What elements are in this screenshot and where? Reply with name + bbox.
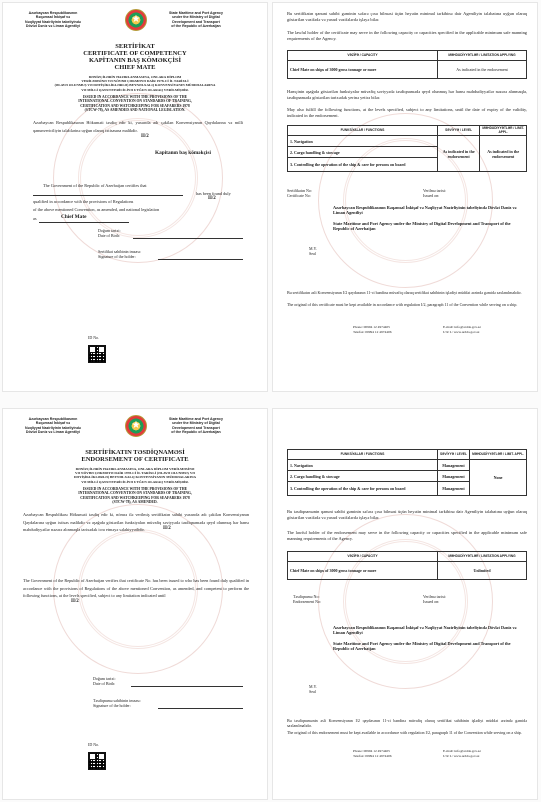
header-left-line: Rəqəmsal İnkişaf və xyxy=(35,15,71,20)
table-cell: 2. Cargo handling & stowage xyxy=(288,147,438,158)
capacity-paragraph-az: Bu təsdiqnamənin qanuni sahibi gəminin səfərə çıxa bilməsi üçün heyətin minimal tərkibinə dair Agentliyin tələbatına uyğun olaraq göstərilən vəzifədə və yaxud vəzifələrdə işləyə bilər. xyxy=(287,509,527,520)
header-left xyxy=(25,11,81,28)
endorsement-title-en: ENDORSEMENT OF CERTIFICATE xyxy=(81,456,189,463)
signature-label-az: Sertifikat sahibinin imzası: xyxy=(98,249,142,254)
signature-line xyxy=(158,708,243,709)
table-cell: Chief Mate on ships of 3000 gross tonnage or more xyxy=(288,61,438,79)
seal-label-az: M.Y. xyxy=(309,246,317,251)
dob-label-en: Date of Birth: xyxy=(93,681,116,686)
regulation-az: II/2 xyxy=(141,134,149,139)
table-cell: 1. Navigation xyxy=(288,136,438,147)
holder-name-line xyxy=(33,195,183,196)
header-left-line: Rəqəmsal İnkişaf və xyxy=(35,421,71,426)
certificate-front xyxy=(2,2,268,392)
footnote-az: Bu sertifikatın əsli Konvensiyanın I/2 qaydasının 11-ci bəndinə müvafiq olaraq sertifikat sahibinin işlədiyi müddət ərzində gəmidə saxlanılmalıdır. xyxy=(287,290,522,295)
qr-code-icon xyxy=(88,752,106,770)
id-label: ID No. xyxy=(88,335,100,340)
header-right-line: of the Republic of Azerbaijan xyxy=(171,23,221,28)
qualification-az: Kapitanın baş köməkçisi xyxy=(155,150,211,156)
table-header-cell: MƏHDUDİYYƏTLƏR / LIMITATION APPLYING xyxy=(438,51,527,61)
dob-label-az: Doğum tarixi: xyxy=(93,676,116,681)
fax: Telefax: 00994 12 4974406 xyxy=(353,754,392,758)
azerbaijan-emblem-icon xyxy=(125,9,147,31)
dob-line xyxy=(133,238,243,239)
verify-paragraph-az: Azərbaycan Respublikası Hökuməti təsdiq edir ki, nömrə ilə verilmiş sertifikatın sahibi yuxarıda adı çəkilən Konvensiyanın Qaydalarına uyğun ixtisas malikdir və aşağıda göstərilən funksiyaları müvafiq səviyyədə təsdiqnamədə qeyd olunmuş hər hansı məhdudiyyətlər nəzərə alınmaqla tarixədək icra etməyə səlahiyyətlidir. xyxy=(23,512,249,533)
header-right-line: State Maritime and Port Agency xyxy=(169,417,223,421)
fax: Telefax: 00994 12 4974406 xyxy=(353,330,392,334)
table-cell: 3. Controlling the operation of the ship & care for persons on board xyxy=(288,482,438,496)
table-row xyxy=(288,562,527,580)
phone: Phone: 00994 12 4974405 xyxy=(353,749,390,753)
seal-label-en: Seal xyxy=(309,689,316,694)
header-right-line: State Maritime and Port Agency xyxy=(169,11,223,15)
table-row xyxy=(288,460,527,471)
phone: Phone: 00994 12 4974405 xyxy=(353,325,390,329)
issued-label-en: Issued on: xyxy=(423,193,440,198)
convention-en xyxy=(3,487,267,505)
table-header-cell: MƏHDUDİYYƏTLƏR / LIMIT. APPL. xyxy=(470,450,527,460)
convention-en-line: (STCW-78), AS AMENDED. xyxy=(112,500,158,505)
rank-title-az: KAPİTANIN BAŞ KÖMƏKÇİSİ xyxy=(88,57,182,64)
table-cell: As indicated in the endorsement xyxy=(438,136,480,172)
header-left-line: Dövlət Dəniz və Liman Agentliyi xyxy=(25,23,81,28)
rank-title-en: CHIEF MATE xyxy=(114,64,156,71)
convention-en-line: ISSUED IN ACCORDANCE WITH THE PROVISIONS OF THE xyxy=(82,487,188,491)
capacity-paragraph-en: The lawful holder of the endorsement may serve in the following capacity or capacities specified in the applicable minimum safe manning requirements of the Agency. xyxy=(287,530,527,541)
table-row xyxy=(288,136,527,147)
convention-az-line: VƏ MİLLİ QANUNVERİCİLİYƏ UYĞUN OLARAQ VERİLMİŞDİR. xyxy=(81,87,189,92)
qualification-line xyxy=(39,222,129,223)
header-left-line: Dövlət Dəniz və Liman Agentliyi xyxy=(25,429,81,434)
watermark-ring xyxy=(78,118,198,238)
signature-label-en: Signature of the holder: xyxy=(98,254,136,259)
endorsement-front xyxy=(2,408,268,800)
as-label: as xyxy=(33,216,37,221)
table-cell: 1. Navigation xyxy=(288,460,438,471)
id-label: ID No. xyxy=(88,742,100,747)
header-left-line: Nəqliyyat Nazirliyinin tabeliyində xyxy=(25,19,81,24)
convention-az-line: (ƏLAVƏ OLUNMUŞ VƏ DƏYİŞİKLİKLƏRLƏ) BEYNƏLXALQ KONVENSİYANIN MÜDDƏALARINA xyxy=(54,83,216,88)
capacity-paragraph-az: Bu sertifikatın qanuni sahibi gəminin səfərə çıxa bilməsi üçün heyətin minimal tərkibinə dair Agentliyin tələbatına uyğun olaraq göstərilən vəzifədə və yaxud vəzifələrdə işləyə bilər. xyxy=(287,11,527,22)
table-cell: 2. Cargo handling & stowage xyxy=(288,471,438,482)
certify-line-en-3: qualified in accordance with the provisions of Regulations xyxy=(33,199,134,204)
seal-label-en: Seal xyxy=(309,251,316,256)
convention-en-line: INTERNATIONAL CONVENTION ON STANDARDS OF TRAINING, xyxy=(78,491,192,496)
convention-az-line: DƏNİZÇİLƏRİN HAZIRLANMASINA, ONLARA DİPLOM VERİLMƏSİNƏ xyxy=(75,467,195,471)
footnote-en: The original of this certificate must be kept available in accordance with regulation I/2, paragraph 11 of the Convention while serving on a ship. xyxy=(287,302,518,307)
functions-table xyxy=(287,125,527,172)
table-header-cell: FUNKSİYALAR / FUNCTIONS xyxy=(288,450,438,460)
issued-label-en: Issued on: xyxy=(423,599,440,604)
signature-label-az: Təsdiqnamə sahibinin imzası: xyxy=(93,698,141,703)
table-header-cell: SƏVİYYƏ / LEVEL xyxy=(438,126,480,136)
convention-az xyxy=(3,75,267,92)
endorsement-title-az: SERTİFİKATIN TƏSDİQNAMƏSİ xyxy=(85,449,185,456)
certificate-no-label-az: Sertifikatın No: xyxy=(287,188,312,193)
verify-paragraph-en: The Government of the Republic of Azerbaijan verifies that certificate No. has been issued to who has been found duly qualified in accordance with the provisions of Regulations of the above mentioned Convention, as amended, and competent to perform the following functions, at the levels specified, subject to any limitation indicated until xyxy=(23,578,249,599)
table-cell: As indicated in the endorsement xyxy=(480,136,527,172)
convention-az-line: VERİLMƏSİNƏ VƏ NÖVBƏ ÇƏKMƏYƏ DAİR 1978-Cİ İL TARİXLİ xyxy=(81,79,189,84)
seal-label-az: M.Y. xyxy=(309,684,317,689)
table-cell: As indicated in the endorsement xyxy=(438,61,527,79)
table-header-row xyxy=(288,552,527,562)
header-right-line: Development and Transport xyxy=(172,19,220,24)
table-cell: Chief Mate on ships of 3000 gross tonnage or more xyxy=(288,562,438,580)
header-right-line: under the Ministry of Digital xyxy=(172,15,220,20)
certify-line-en-4: of the above mentioned Convention, as amended, and national legislation xyxy=(33,207,160,212)
regulation-en: II/2 xyxy=(208,196,216,201)
website: U R L: www.ardda.gov.az xyxy=(443,330,480,334)
certificate-title-az: SERTİFİKAT xyxy=(115,43,155,50)
table-header-row xyxy=(288,126,527,136)
dob-label-az: Doğum tarixi: xyxy=(98,228,121,233)
table-cell: Unlimited xyxy=(438,562,527,580)
website: U R L: www.ardda.gov.az xyxy=(443,754,480,758)
table-header-cell: VƏZİFƏ / CAPACITY xyxy=(288,51,438,61)
agency-name-az: Azərbaycan Respublikasının Rəqəmsal İnkişaf və Nəqliyyat Nazirliyinin tabeliyində Dövlət Dəniz və Liman Agentliyi xyxy=(333,205,517,216)
footnote-az: Bu təsdiqnamənin əsli Konvensiyanın I/2 qaydasının 11-ci bəndinə müvafiq olaraq sertifikat sahibinin işlədiyi müddət ərzində gəmidə saxlanılmalıdır. xyxy=(287,718,527,728)
table-header-cell: VƏZİFƏ / CAPACITY xyxy=(288,552,438,562)
table-header-row xyxy=(288,51,527,61)
convention-en-line: CERTIFICATION AND WATCHKEEPING FOR SEAFARERS 1978 xyxy=(80,495,190,500)
issued-label-az: Verilmə tarixi: xyxy=(423,594,447,599)
header-left xyxy=(25,417,81,434)
table-cell: Management xyxy=(438,482,470,496)
convention-az-line: VƏ NÖVBƏ ÇƏKMƏYƏ DAİR 1978-Cİ İL TARİXLİ (ƏLAVƏ OLUNMUŞ VƏ xyxy=(75,471,195,476)
qualification-en: Chief Mate xyxy=(61,214,87,220)
certify-line-en-2: has been found duly xyxy=(196,191,231,196)
agency-name-en: State Maritime and Port Agency under the Ministry of Digital Development and Transport of the Republic of Azerbaijan xyxy=(333,221,511,232)
table-header-row xyxy=(288,450,527,460)
capacity-paragraph-en: The lawful holder of the certificate may serve in the following capacity or capacities specified in the applicable minimum safe manning requirements of the Agency. xyxy=(287,30,527,41)
table-row xyxy=(288,61,527,79)
signature-label-en: Signature of the holder: xyxy=(93,703,131,708)
convention-en-line: CERTIFICATION AND WATCHKEEPING FOR SEAFARERS 1978 xyxy=(80,103,190,108)
certify-paragraph-az: Azərbaycan Respublikasının Hökuməti təsdiq edir ki, yuxarıda adı çəkilən Konvensiyanın Qaydalarına və milli qanunvericiliyin tələblərinə uyğun olaraq ixtisasına malikdir. xyxy=(33,120,243,133)
capacity-table xyxy=(287,551,527,580)
header-left-line: Azərbaycan Respublikasının xyxy=(28,417,78,421)
table-cell: Management xyxy=(438,460,470,471)
email: E-mail: info@ardda.gov.az xyxy=(443,749,481,753)
functions-paragraph-az: Həmçinin aşağıda göstərilən funksiyalar müvafiq səviyyədə təsdiqnamədə qeyd olunmuş hər hansı məhdudiyyətlər nəzərə alınmaqla, təsdiqnamədə göstərilən tarixədək yerinə yetirə bilər. xyxy=(287,89,527,100)
certify-line-en-1: The Government of the Republic of Azerbaijan certifies that xyxy=(43,183,147,188)
certificate-no-label-en: Certificate No: xyxy=(287,193,311,198)
agency-name-en: State Maritime and Port Agency under the Ministry of Digital Development and Transport of the Republic of Azerbaijan xyxy=(333,641,511,652)
issued-label-az: Verilmə tarixi: xyxy=(423,188,447,193)
dob-line xyxy=(131,686,243,687)
header-right-line: Development and Transport xyxy=(172,425,220,430)
dob-label-en: Date of Birth: xyxy=(98,233,121,238)
header-right xyxy=(169,11,223,28)
convention-az-line: DƏYİŞİKLİKLƏRLƏ) BEYNƏLXALQ KONVENSİYANIN MÜDDƏALARINA xyxy=(74,475,196,480)
regulation-en: II/2 xyxy=(71,599,79,604)
endorsement-no-label-en: Endorsement No: xyxy=(293,599,322,604)
functions-table xyxy=(287,449,527,496)
agency-name-az: Azərbaycan Respublikasının Rəqəmsal İnkişaf və Nəqliyyat Nazirliyinin tabeliyində Dövlət Dəniz və Liman Agentliyi xyxy=(333,625,517,636)
header-left-line: Azərbaycan Respublikasının xyxy=(28,11,78,15)
endorsement-no-label-az: Təsdiqnamə No: xyxy=(293,594,320,599)
azerbaijan-emblem-icon xyxy=(125,415,147,437)
certificate-back xyxy=(272,2,538,392)
header-left-line: Nəqliyyat Nazirliyinin tabeliyində xyxy=(25,425,81,430)
header-right-line: under the Ministry of Digital xyxy=(172,421,220,426)
functions-paragraph-en: May also fulfill the following functions, at the levels specified, subject to any limitations, until the date of expiry of the validity, indicated in the endorsement. xyxy=(287,107,527,118)
convention-az-line: DƏNİZÇİLƏRİN HAZIRLANMASINA, ONLARA DİPLOM xyxy=(88,75,182,79)
convention-az-line: VƏ MİLLİ QANUNVERİCİLİYƏ UYĞUN OLARAQ VERİLMİŞDİR. xyxy=(81,479,189,484)
qr-code-icon xyxy=(88,345,106,363)
signature-line xyxy=(158,259,243,260)
table-header-cell: FUNKSİYALAR / FUNCTIONS xyxy=(288,126,438,136)
convention-az xyxy=(3,467,267,484)
header-right-line: of the Republic of Azerbaijan xyxy=(171,429,221,434)
table-cell: Management xyxy=(438,471,470,482)
regulation-az: II/2 xyxy=(163,526,171,531)
table-header-cell: MƏHDUDİYYƏTLƏR / LIMITATION APPLYING xyxy=(438,552,527,562)
convention-en-line: ISSUED IN ACCORDANCE WITH THE PROVISIONS OF THE xyxy=(82,95,188,99)
table-header-cell: MƏHDUDİYYƏTLƏR / LIMIT. APPL. xyxy=(480,126,527,136)
email: E-mail: info@ardda.gov.az xyxy=(443,325,481,329)
table-header-cell: SƏVİYYƏ / LEVEL xyxy=(438,450,470,460)
convention-en-line: (STCW-78), AS AMENDED AND NATIONAL LEGISLATION. xyxy=(84,108,186,113)
table-cell: None xyxy=(470,460,527,496)
convention-en xyxy=(3,95,267,113)
header-right xyxy=(169,417,223,434)
convention-en-line: INTERNATIONAL CONVENTION ON STANDARDS OF TRAINING, xyxy=(78,99,192,104)
footnote-en: The original of this endorsement must be kept available in accordance with regulation I/2, paragraph 11 of the Convention while serving on a ship. xyxy=(287,730,522,735)
table-cell: 3. Controlling the operation of the ship & care for persons on board xyxy=(288,158,438,172)
endorsement-back xyxy=(272,408,538,800)
certificate-title-en: CERTIFICATE OF COMPETENCY xyxy=(83,50,187,57)
capacity-table xyxy=(287,50,527,79)
